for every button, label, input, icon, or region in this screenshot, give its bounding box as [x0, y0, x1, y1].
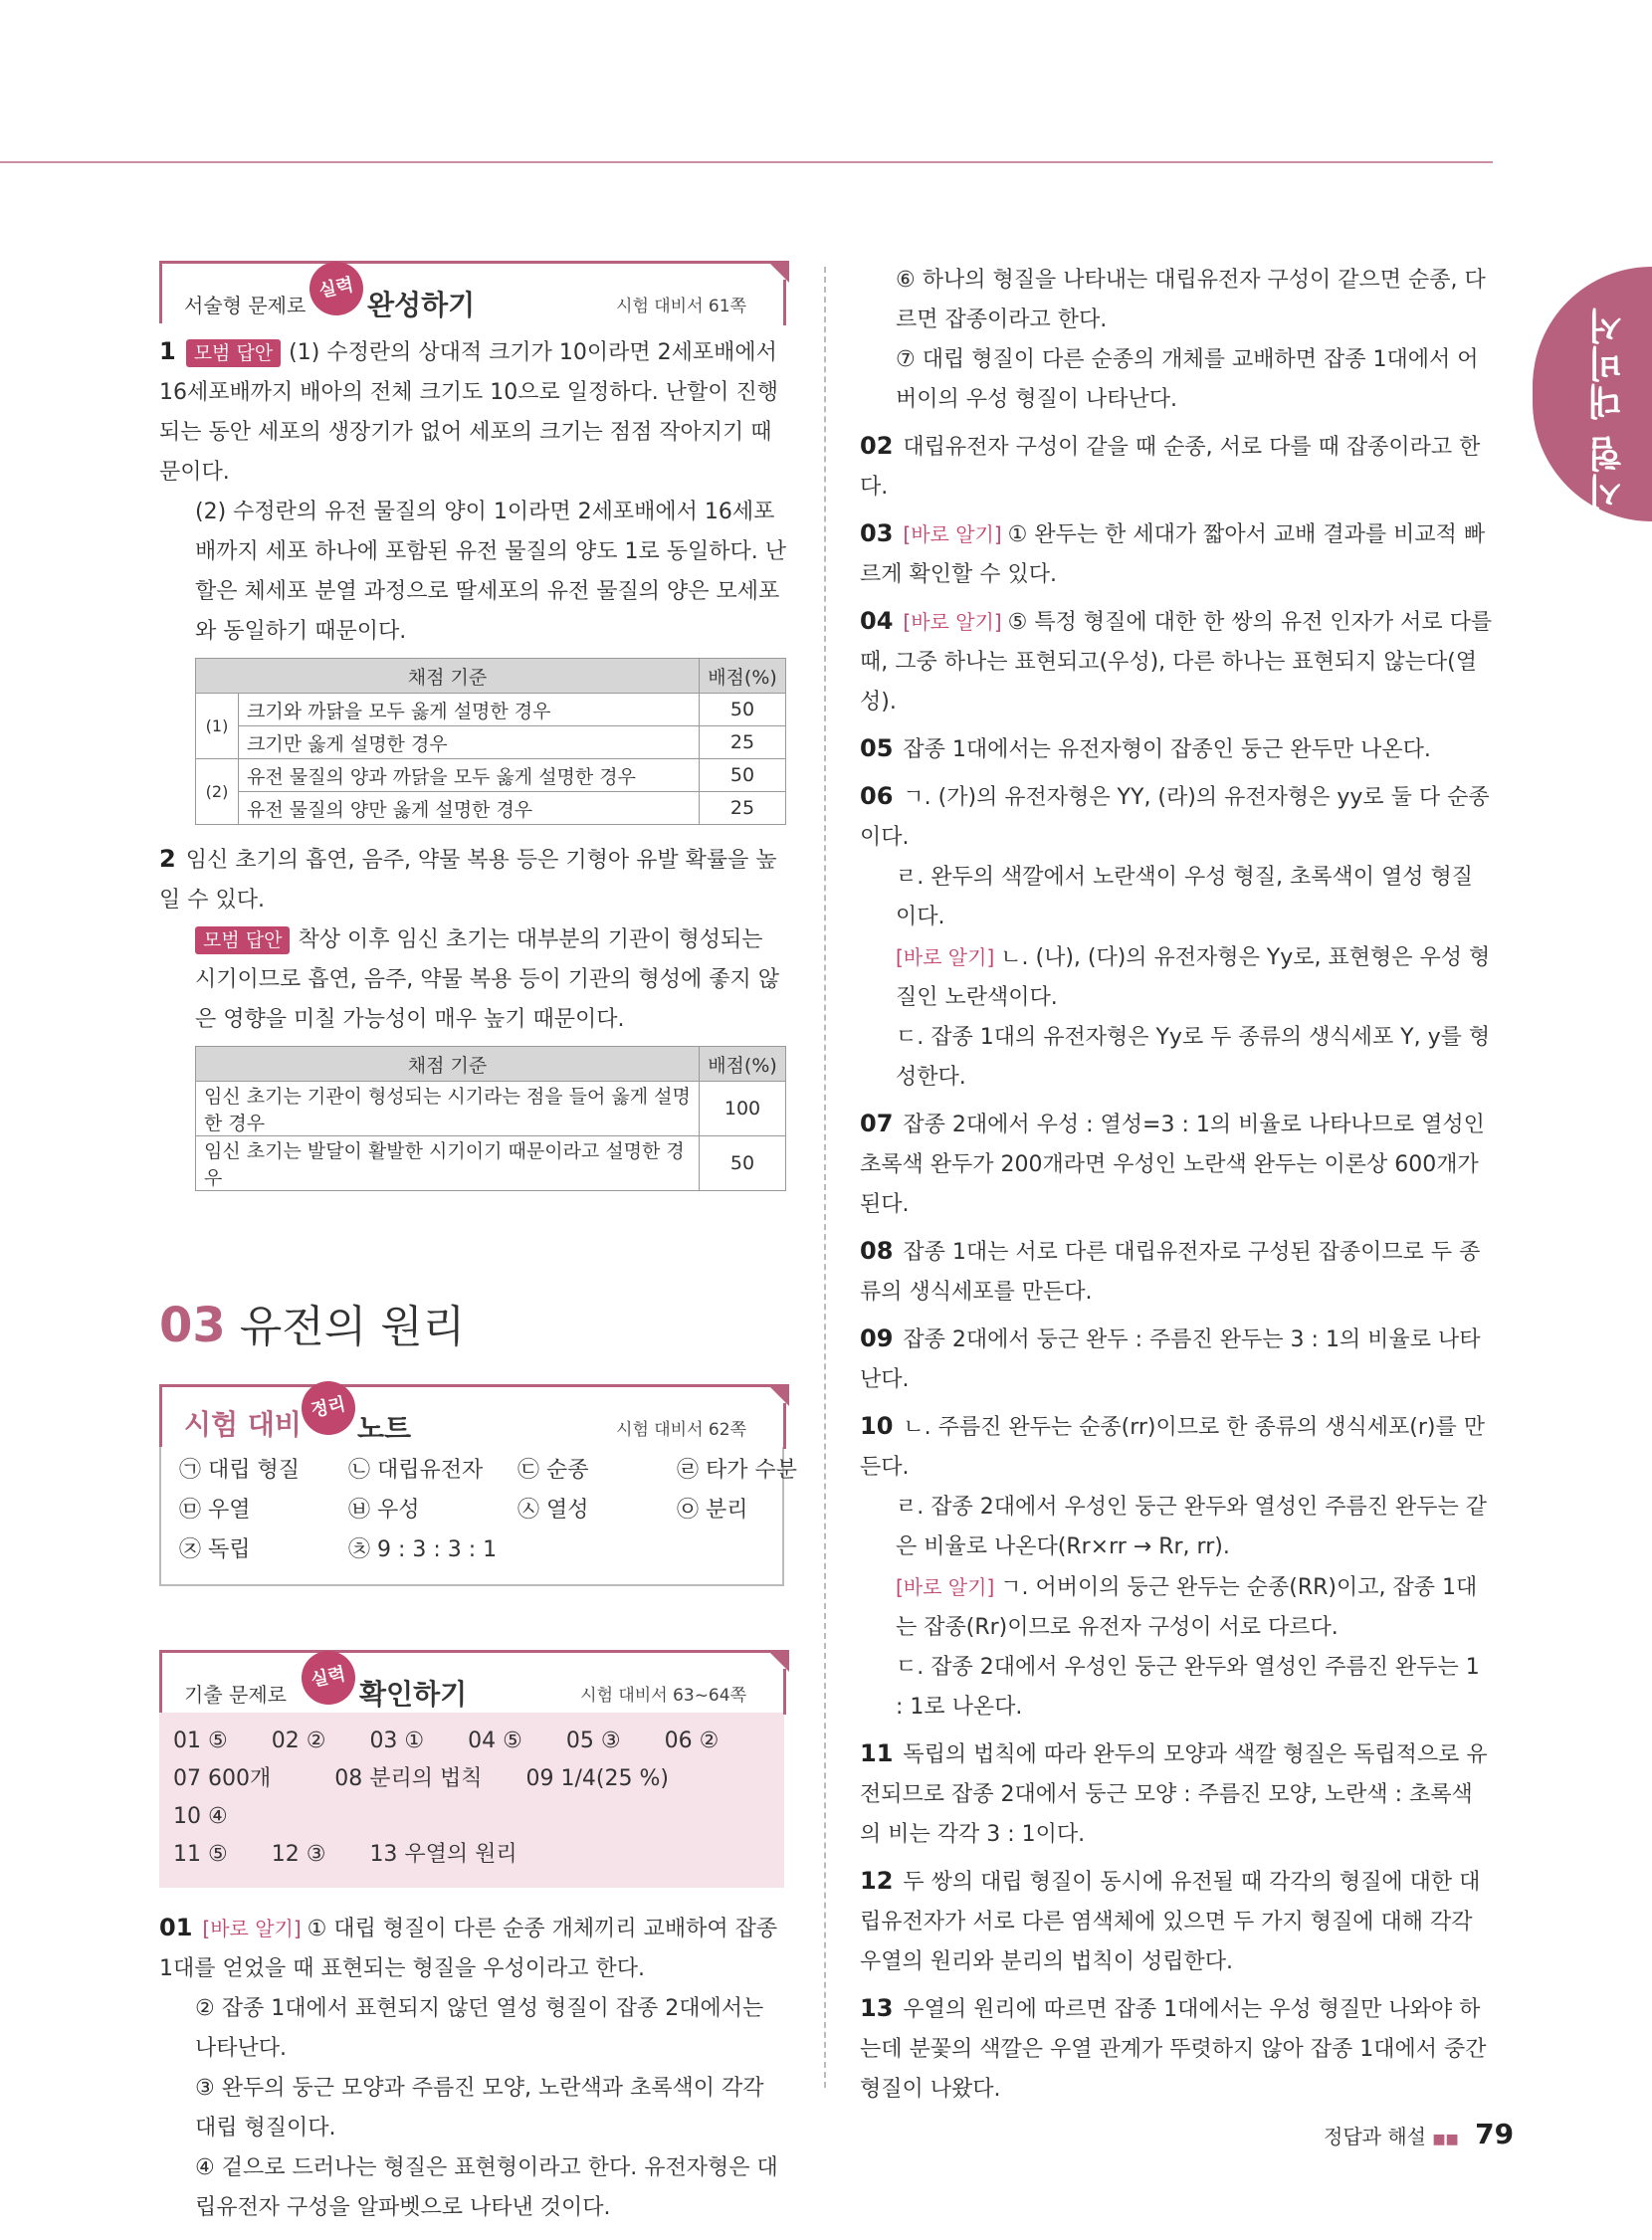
- table-cell: 임신 초기는 발달이 활발한 시기이기 때문이라고 설명한 경우: [196, 1136, 700, 1191]
- note-item: ㉨ 독립: [179, 1537, 251, 1562]
- q2-text-1: 임신 초기의 흡연, 음주, 약물 복용 등은 기형아 유발 확률을 높일 수 있다.: [159, 848, 777, 913]
- a06-text: ㄷ. 잡종 1대의 유전자형은 Yy로 두 종류의 생식세포 Y, y를 형성한다.: [896, 1025, 1491, 1090]
- section-number: 03: [159, 1298, 226, 1353]
- a13-text: 우열의 원리에 따르면 잡종 1대에서는 우성 형질만 나와야 하는데 분꽃의 색깔은 우열 관계가 뚜렷하지 않아 잡종 1대에서 중간 형질이 나왔다.: [860, 1997, 1487, 2102]
- page-number: 79: [1475, 2118, 1515, 2150]
- box-header-badge: 정리: [297, 1376, 360, 1440]
- a01-text: ⑥ 하나의 형질을 나타내는 대립유전자 구성이 같으면 순종, 다르면 잡종이라고 한다.: [896, 268, 1486, 332]
- a04-line: [860, 601, 1493, 722]
- table-cell: 유전 물질의 양만 옳게 설명한 경우: [239, 792, 700, 825]
- answer-item: 06 ②: [664, 1729, 720, 1753]
- a01-line: [159, 1908, 786, 1989]
- a06-text: ㄴ. (나), (다)의 유전자형은 Yy로, 표현형은 우성 형질인 노란색이다.: [896, 945, 1491, 1010]
- a08-text: 잡종 1대는 서로 다른 대립유전자로 구성된 잡종이므로 두 종류의 생식세포를 만든다.: [860, 1240, 1481, 1305]
- a07-number: 07: [860, 1110, 894, 1137]
- q2-text-2: 착상 이후 임신 초기는 대부분의 기관이 형성되는 시기이므로 흡연, 음주, 약물 복용 등이 기관의 형성에 좋지 않은 영향을 미칠 가능성이 매우 높기 때문이다.: [195, 927, 779, 1032]
- q1-number: 1: [159, 337, 176, 365]
- a10-correction: [860, 1567, 1493, 1648]
- table-cell: 25: [700, 792, 786, 825]
- a02-line: [860, 426, 1493, 508]
- a10-text: ㄹ. 잡종 2대에서 우성인 둥근 완두와 열성인 주름진 완두는 같은 비율로 나온다(Rr×rr → Rr, rr).: [896, 1495, 1487, 1559]
- footer-marker-icon: ■■: [1432, 2132, 1459, 2147]
- box-header-note: [159, 1384, 786, 1447]
- a12-text: 두 쌍의 대립 형질이 동시에 유전될 때 각각의 형질에 대한 대립유전자가 서로 다른 염색체에 있으면 두 가지 형질에 대해 각각 우열의 원리와 분리의 법칙이 성립한다.: [860, 1870, 1481, 1974]
- side-tab-label: 시험 대비서: [1587, 306, 1628, 510]
- box-header-ref: 시험 대비서 61쪽: [616, 297, 746, 316]
- box-header-small: 시험 대비: [184, 1408, 302, 1441]
- a01-text: ④ 겉으로 드러나는 형질은 표현형이라고 한다. 유전자형은 대립유전자 구성을 알파벳으로 나타낸 것이다.: [195, 2155, 778, 2220]
- answer-item: 10 ④: [173, 1804, 228, 1829]
- model-answer-tag: 모범 답안: [195, 926, 290, 954]
- a10-text: ㄴ. 주름진 완두는 순종(rr)이므로 한 종류의 생식세포(r)를 만든다.: [860, 1415, 1485, 1480]
- note-item: ㉥ 우성: [348, 1498, 420, 1523]
- table-cell: 50: [700, 759, 786, 792]
- answer-item: 02 ②: [271, 1729, 326, 1753]
- answer-item: 03 ①: [369, 1729, 425, 1753]
- answer-item: 09 1/4(25 %): [525, 1766, 669, 1791]
- answer-key-box: [159, 1713, 784, 1888]
- note-item: ㉡ 대립유전자: [348, 1458, 484, 1483]
- table-cell: 25: [700, 726, 786, 759]
- box-header-title: 완성하기: [367, 289, 476, 321]
- table-cell: 크기와 까닭을 모두 옳게 설명한 경우: [239, 694, 700, 726]
- table-cell: 유전 물질의 양과 까닭을 모두 옳게 설명한 경우: [239, 759, 700, 792]
- section-name: 유전의 원리: [239, 1302, 466, 1352]
- table-cell: 100: [700, 1082, 786, 1136]
- box-header-ref: 시험 대비서 63~64쪽: [580, 1686, 746, 1706]
- note-item: ㉠ 대립 형질: [179, 1458, 300, 1483]
- q2-number: 2: [159, 845, 176, 873]
- a03-number: 03: [860, 519, 894, 547]
- a09-number: 09: [860, 1324, 894, 1352]
- a08-number: 08: [860, 1237, 894, 1265]
- q1-text-1: (1) 수정란의 상대적 크기가 10이라면 2세포배에서 16세포배까지 배아의 전체 크기도 10으로 일정하다. 난할이 진행되는 동안 세포의 생장기가 없어 세포의 크기는 점점 작아지기 때문이다.: [159, 340, 778, 485]
- note-item: ㉣ 타가 수분: [677, 1458, 797, 1483]
- a11-line: [860, 1733, 1493, 1855]
- box-header-small: 서술형 문제로: [184, 294, 307, 317]
- a04-text: ⑤ 특정 형질에 대한 한 쌍의 유전 인자가 서로 다를 때, 그중 하나는 표현되고(우성), 다른 하나는 표현되지 않는다(열성).: [860, 610, 1493, 714]
- table-cell: 50: [700, 694, 786, 726]
- section-title: [159, 1291, 786, 1354]
- a08-line: [860, 1231, 1493, 1313]
- correction-tag: [바로 알기]: [903, 610, 1002, 634]
- answer-item: 13 우열의 원리: [369, 1842, 517, 1867]
- footer-label: 정답과 해설: [1324, 2125, 1426, 2148]
- correction-tag: [바로 알기]: [202, 1917, 302, 1940]
- table-header: 배점(%): [700, 1047, 786, 1082]
- box-header-badge: 실력: [297, 1646, 360, 1710]
- q1-text-2: (2) 수정란의 유전 물질의 양이 1이라면 2세포배에서 16세포배까지 세포 하나에 포함된 유전 물질의 양도 1로 동일하다. 난할은 체세포 분열 과정으로 딸세포의 유전 물질의 양은 모세포와 동일하기 때문이다.: [195, 500, 786, 644]
- q2-answer: [159, 920, 786, 1040]
- a06-correction: [860, 937, 1493, 1018]
- answer-item: 12 ③: [271, 1842, 326, 1867]
- box-header-badge: 실력: [305, 257, 368, 320]
- table-group: (1): [196, 694, 239, 759]
- answer-item: 04 ⑤: [468, 1729, 522, 1753]
- model-answer-tag: 모범 답안: [186, 339, 281, 367]
- answer-row: [173, 1836, 770, 1874]
- a01-number: 01: [159, 1914, 193, 1941]
- a05-text: 잡종 1대에서는 유전자형이 잡종인 둥근 완두만 나온다.: [903, 737, 1431, 762]
- box-header-title: 노트: [357, 1412, 412, 1445]
- a09-line: [860, 1319, 1493, 1400]
- q1-grading-table: [195, 658, 786, 825]
- table-header: 배점(%): [700, 659, 786, 694]
- a07-text: 잡종 2대에서 우성 : 열성=3 : 1의 비율로 나타나므로 열성인 초록색 완두가 200개라면 우성인 노란색 완두는 이론상 600개가 된다.: [860, 1113, 1485, 1217]
- correction-tag: [바로 알기]: [896, 945, 995, 969]
- a06-line: [860, 776, 1493, 858]
- a03-text: ① 완두는 한 세대가 짧아서 교배 결과를 비교적 빠르게 확인할 수 있다.: [860, 522, 1486, 587]
- a06-text: ㄹ. 완두의 색깔에서 노란색이 우성 형질, 초록색이 열성 형질이다.: [896, 865, 1473, 929]
- note-item: ㉦ 열성: [517, 1498, 589, 1523]
- a11-text: 독립의 법칙에 따라 완두의 모양과 색깔 형질은 독립적으로 유전되므로 잡종 2대에서 둥근 모양 : 주름진 모양, 노란색 : 초록색의 비는 각각 3 : 1이다.: [860, 1742, 1488, 1847]
- correction-tag: [바로 알기]: [896, 1575, 995, 1599]
- a13-number: 13: [860, 1994, 894, 2022]
- a13-line: [860, 1988, 1493, 2110]
- answer-item: 08 분리의 법칙: [334, 1766, 483, 1791]
- table-cell: 50: [700, 1136, 786, 1191]
- a12-number: 12: [860, 1867, 894, 1895]
- a06-number: 06: [860, 782, 894, 810]
- a10-line: [860, 1406, 1493, 1488]
- answer-item: 05 ③: [565, 1729, 621, 1753]
- box-header-check: [159, 1650, 786, 1713]
- box-header-small: 기출 문제로: [184, 1683, 287, 1707]
- a01-text: ③ 완두의 둥근 모양과 주름진 모양, 노란색과 초록색이 각각 대립 형질이다.: [195, 2076, 764, 2140]
- page-footer: [1324, 2118, 1514, 2150]
- a06-text: ㄱ. (가)의 유전자형은 YY, (라)의 유전자형은 yy로 둘 다 순종이다.: [860, 785, 1490, 850]
- column-divider: [824, 267, 826, 2088]
- answer-row: [173, 1760, 770, 1836]
- a11-number: 11: [860, 1739, 894, 1767]
- a03-line: [860, 513, 1493, 595]
- a01-text: ⑦ 대립 형질이 다른 순종의 개체를 교배하면 잡종 1대에서 어버이의 우성 형질이 나타난다.: [896, 347, 1479, 412]
- header-rule: [0, 161, 1493, 163]
- box-header-ref: 시험 대비서 62쪽: [616, 1420, 746, 1440]
- right-column: [860, 261, 1493, 2110]
- a01-text: ② 잡종 1대에서 표현되지 않던 열성 형질이 잡종 2대에서는 나타난다.: [195, 1996, 764, 2061]
- box-header-title: 확인하기: [359, 1678, 468, 1711]
- a09-text: 잡종 2대에서 둥근 완두 : 주름진 완두는 3 : 1의 비율로 나타난다.: [860, 1327, 1481, 1392]
- answer-item: 01 ⑤: [173, 1729, 228, 1753]
- table-cell: 크기만 옳게 설명한 경우: [239, 726, 700, 759]
- a05-number: 05: [860, 734, 894, 762]
- note-item: ㉧ 분리: [677, 1498, 748, 1523]
- q2-grading-table: [195, 1046, 786, 1191]
- answer-item: 07 600개: [173, 1766, 272, 1791]
- note-item: ㉢ 순종: [517, 1458, 589, 1483]
- q2-line: [159, 839, 786, 920]
- a10-text: ㄷ. 잡종 2대에서 우성인 둥근 완두와 열성인 주름진 완두는 1 : 1로 나온다.: [896, 1655, 1480, 1720]
- note-box: [159, 1447, 797, 1586]
- a05-line: [860, 728, 1493, 770]
- note-item: ㉤ 우열: [179, 1498, 251, 1523]
- box-header-complete: [159, 261, 786, 323]
- a07-line: [860, 1104, 1493, 1225]
- correction-tag: [바로 알기]: [903, 522, 1002, 546]
- note-item: ㉩ 9 : 3 : 3 : 1: [348, 1537, 498, 1562]
- table-header: 채점 기준: [196, 1047, 700, 1082]
- a10-text: ㄱ. 어버이의 둥근 완두는 순종(RR)이고, 잡종 1대는 잡종(Rr)이므로 유전자 구성이 서로 다르다.: [896, 1575, 1478, 1640]
- a01-text: ① 대립 형질이 다른 순종 개체끼리 교배하여 잡종 1대를 얻었을 때 표현되는 형질을 우성이라고 한다.: [159, 1917, 778, 1981]
- a02-text: 대립유전자 구성이 같을 때 순종, 서로 다를 때 잡종이라고 한다.: [860, 435, 1481, 500]
- a10-number: 10: [860, 1412, 894, 1440]
- a12-line: [860, 1861, 1493, 1982]
- a02-number: 02: [860, 432, 894, 460]
- table-cell: 임신 초기는 기관이 형성되는 시기라는 점을 들어 옳게 설명한 경우: [196, 1082, 700, 1136]
- answer-item: 11 ⑤: [173, 1842, 228, 1867]
- q1-line: [159, 331, 786, 493]
- table-group: (2): [196, 759, 239, 825]
- a04-number: 04: [860, 607, 894, 635]
- side-tab: [1533, 267, 1652, 521]
- left-column: [159, 261, 797, 2228]
- answer-row: [173, 1723, 770, 1760]
- table-header: 채점 기준: [196, 659, 700, 694]
